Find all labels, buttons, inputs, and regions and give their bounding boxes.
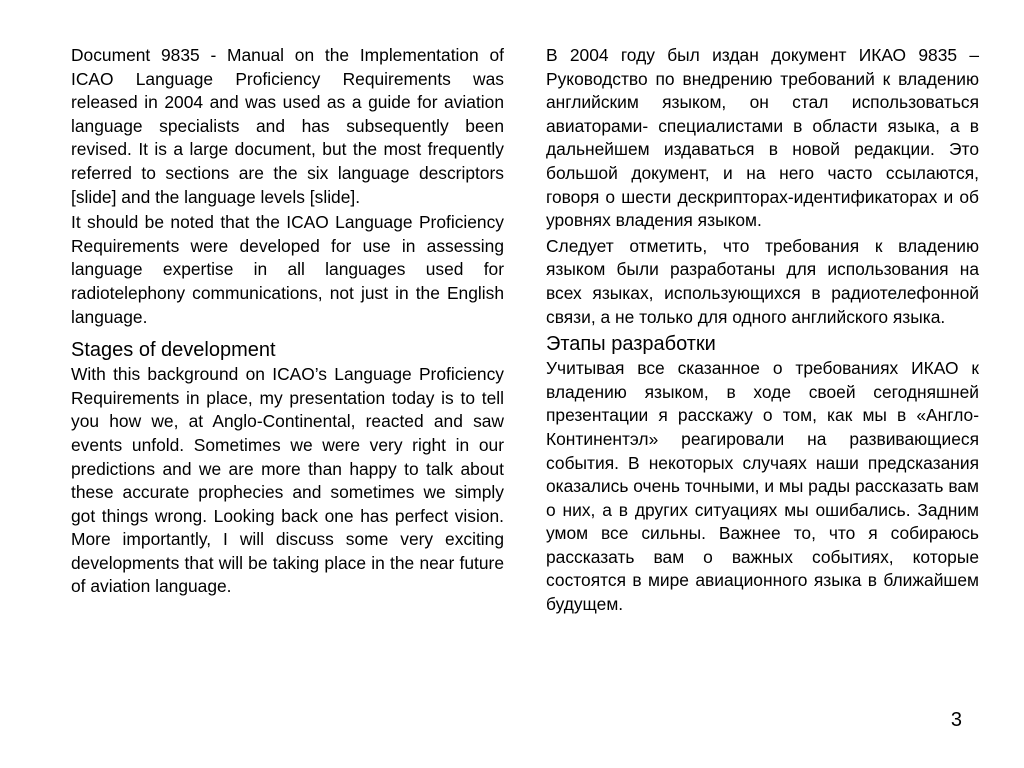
russian-paragraph-note: Следует отметить, что требования к владению языком были разработаны для использования на всех языках, использующихся в радиотелефонной связи, а не только для одного английского языка.: [546, 235, 979, 327]
english-heading-stages: Stages of development: [71, 339, 276, 362]
english-column: [71, 44, 504, 601]
russian-heading-stages: Этапы разработки: [546, 333, 716, 356]
russian-paragraph-intro: В 2004 году был издан документ ИКАО 9835 – Руководство по внедрению требований к владению английским языком, он стал использоваться авиаторами- специалистами в области языка, а в дальнейшем издаваться в новой редакции. Это большой документ, и на него часто ссылаются, говоря о шести дескрипторах-идентификаторах и об уровнях владения языком.: [546, 45, 979, 231]
page-number: 3: [950, 709, 962, 731]
english-paragraph-intro: Document 9835 - Manual on the Implementation of ICAO Language Proficiency Requirements was released in 2004 and was used as a guide for aviation language specialists and has subsequently been revised. It is a large document, but the most frequently referred to sections are the six language descriptors [slide] and the language levels [slide].: [71, 45, 504, 207]
english-paragraph-note: It should be noted that the ICAO Language Proficiency Requirements were developed for use in assessing language expertise in all languages used for radiotelephony communications, not just in the English language.: [71, 212, 504, 327]
russian-paragraph-background: Учитывая все сказанное о требованиях ИКАО к владению языком, в ходе своей сегодняшней презентации я расскажу о том, как мы в «Англо-Континентэл» реагировали на развивающиеся события. В некоторых случаях наши предсказания оказались очень точными, и мы рады рассказать вам о них, а в других ситуациях мы ошибались. Задним умом все сильны. Важнее то, что я собираюсь рассказать вам о важных событиях, которые состоятся в мире авиационного языка в ближайшем будущем.: [546, 358, 979, 615]
english-paragraph-background: With this background on ICAO’s Language Proficiency Requirements in place, my presentation today is to tell you how we, at Anglo-Continental, reacted and saw events unfold. Sometimes we were very right in our predictions and we are more than happy to talk about these accurate prophecies and sometimes we simply got things wrong. Looking back one has perfect vision. More importantly, I will discuss some very exciting developments that will be taking place in the near future of aviation language.: [71, 364, 504, 597]
russian-column: [546, 44, 979, 619]
